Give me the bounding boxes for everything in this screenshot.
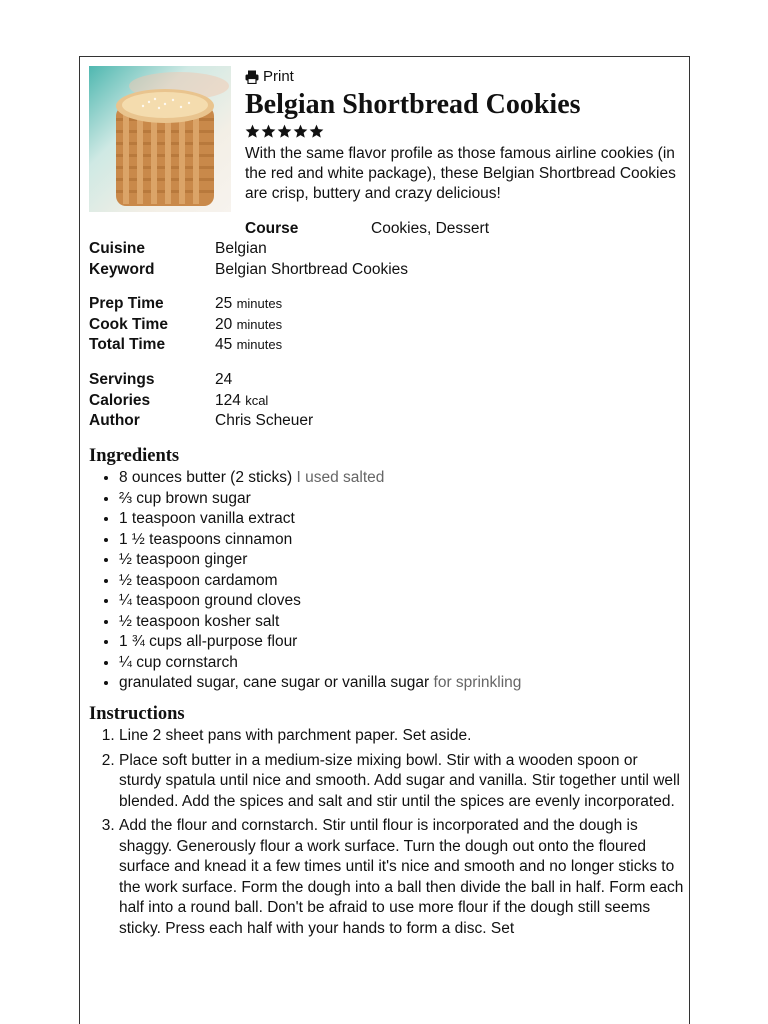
recipe-title: Belgian Shortbread Cookies (245, 89, 581, 120)
meta-label: Prep Time (89, 295, 164, 312)
meta-value: Cookies, Dessert (371, 220, 490, 237)
ingredients-list (89, 468, 679, 694)
ingredient-text: ⅔ cup brown sugar (119, 489, 251, 507)
meta-value (215, 315, 282, 336)
meta-label: Cuisine (89, 240, 145, 257)
meta-label: Calories (89, 391, 151, 409)
meta-keyword (89, 260, 408, 281)
ingredient-text: 8 ounces butter (2 sticks) (119, 469, 293, 486)
print-label[interactable]: Print (263, 68, 294, 85)
meta-value (215, 294, 282, 315)
meta-unit: minutes (236, 296, 283, 311)
ingredient-text: ½ teaspoon ginger (119, 551, 248, 568)
meta-label: Cook Time (89, 315, 168, 333)
list-item (119, 591, 679, 612)
meta-times-block (89, 294, 282, 356)
meta-unit: kcal (245, 392, 269, 408)
recipe-photo (89, 66, 231, 212)
meta-value: Belgian Shortbread Cookies (215, 260, 409, 278)
list-item (119, 468, 679, 489)
print-link[interactable] (245, 68, 294, 85)
star-icon[interactable] (293, 124, 308, 139)
meta-cuisine-block (89, 239, 408, 280)
meta-course-block (245, 219, 489, 240)
ingredient-text: ¼ teaspoon ground cloves (119, 592, 301, 609)
meta-total-time (89, 335, 282, 356)
meta-cook-time (89, 315, 282, 336)
list-item (119, 632, 679, 653)
meta-value (215, 335, 282, 356)
instructions-heading: Instructions (89, 704, 185, 724)
meta-label: Keyword (89, 260, 155, 278)
meta-number: 20 (215, 315, 233, 333)
list-item (119, 653, 679, 674)
ingredient-text: 1 teaspoon vanilla extract (119, 510, 295, 527)
list-item (119, 612, 679, 633)
meta-author (89, 411, 313, 432)
printer-icon (245, 70, 259, 84)
recipe-summary: With the same flavor profile as those famous airline cookies (in the red and white package), these Belgian Shortbread Cookies are crisp, buttery and crazy delicious! (245, 145, 676, 202)
meta-number: 45 (215, 336, 233, 353)
instructions-list (89, 726, 684, 943)
meta-course (245, 219, 489, 240)
meta-unit: minutes (236, 337, 283, 352)
meta-details-block (89, 370, 313, 432)
list-item (119, 530, 679, 551)
list-item: 1. Line 2 sheet pans with parchment paper. Set aside. (119, 726, 684, 747)
meta-value: Belgian (215, 240, 267, 257)
list-item (119, 489, 679, 510)
meta-label: Author (89, 412, 140, 429)
star-rating[interactable] (245, 124, 324, 139)
ingredient-note: for sprinkling (433, 674, 522, 691)
list-item (119, 571, 679, 592)
ingredient-text: 1 ¾ cups all-purpose flour (119, 633, 298, 650)
star-icon[interactable] (245, 124, 260, 139)
meta-label: Servings (89, 371, 155, 388)
meta-value: 24 (215, 371, 233, 388)
list-item: 2. Place soft butter in a medium-size mixing bowl. Stir with a wooden spoon or sturdy spatula until nice and smooth. Add sugar and vanilla. Stir together until well blended. Add the spices and salt and stir until the spices are evenly incorporated. (119, 751, 684, 813)
meta-value (215, 391, 268, 412)
star-icon[interactable] (309, 124, 324, 139)
list-item (119, 550, 679, 571)
meta-value: Chris Scheuer (215, 412, 314, 429)
meta-number: 25 (215, 295, 233, 312)
list-item (119, 673, 679, 694)
ingredient-note: I used salted (296, 469, 385, 486)
ingredient-text: ½ teaspoon cardamom (119, 571, 278, 589)
meta-label: Total Time (89, 336, 166, 353)
recipe-card (79, 56, 690, 1024)
meta-number: 124 (215, 391, 241, 409)
ingredient-text: ½ teaspoon kosher salt (119, 612, 280, 630)
meta-cuisine (89, 239, 408, 260)
ingredients-heading: Ingredients (89, 446, 180, 466)
list-item (119, 509, 679, 530)
meta-calories (89, 391, 313, 412)
ingredient-text: 1 ½ teaspoons cinnamon (119, 530, 293, 548)
star-icon[interactable] (261, 124, 276, 139)
ingredient-text: granulated sugar, cane sugar or vanilla sugar (119, 674, 430, 691)
meta-label: Course (245, 220, 299, 237)
meta-unit: minutes (236, 316, 283, 332)
cookie-stack-image (89, 66, 231, 212)
list-item: 3. Add the flour and cornstarch. Stir until flour is incorporated and the dough is shaggy. Generously flour a work surface. Turn the dough out onto the floured surface and knead it a few times until it's nice and smooth and no longer sticks to the work surface. Form the dough into a ball then divide the ball in half. Form each half into a round ball. Don't be afraid to use more flour if the dough still seems sticky. Press each half with your hands to form a disc. Set (119, 816, 684, 939)
star-icon[interactable] (277, 124, 292, 139)
meta-prep-time (89, 294, 282, 315)
meta-servings (89, 370, 313, 391)
ingredient-text: ¼ cup cornstarch (119, 653, 238, 671)
